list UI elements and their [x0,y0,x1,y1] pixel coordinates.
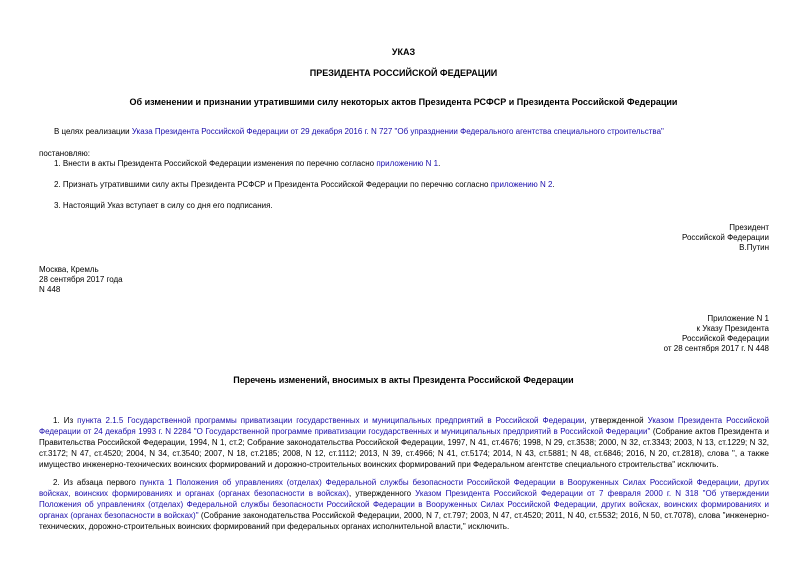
item-3: 3. Настоящий Указ вступает в силу со дня его подписания. [54,201,273,210]
intro-prefix: В целях реализации [54,127,132,136]
place-line: Москва, Кремль [39,265,99,274]
appendix-ref: к Указу Президента [696,324,769,333]
para2-decree-link[interactable]: Указом Президента Российской Федерации от 7 февраля 2000 г. N 318 "Об утверждении Положения об управлениях (отделах) Федеральной службы безопасности Российской Федерации в Вооруженных Силах Российской Федерации, других войсках, воинских формированиях и органах (органах безопасности в войсках)" [39,489,769,520]
appendix-label: Приложение N 1 [707,314,769,323]
document-title: УКАЗ [391,47,416,57]
para2-middle: , утвержденного [348,489,416,498]
item-2-end: . [552,180,555,189]
para1-decree-link[interactable]: Указом Президента Российской Федерации от 24 декабря 1993 г. N 2284 "О Государственной программе приватизации государственных и муниципальных предприятий в Российской Федерации" [39,416,769,436]
appendix-2-link[interactable]: приложению N 2 [490,180,553,189]
item-2 [54,179,555,190]
item-1-text: 1. Внести в акты Президента Российской Федерации изменения по перечню согласно [54,159,377,168]
signature-title: Президент [729,223,769,232]
appendix-date: от 28 сентября 2017 г. N 448 [663,344,769,353]
list-title: Перечень изменений, вносимых в акты Президента Российской Федерации [233,375,574,385]
item-2-text: 2. Признать утратившими силу акты Президента РСФСР и Президента Российской Федерации по перечню согласно [54,180,491,189]
appendix-org: Российской Федерации [682,334,769,343]
date-line: 28 сентября 2017 года [39,275,123,284]
item-1-end: . [438,159,441,168]
para2-end: (Собрание законодательства Российской Федерации, 2000, N 7, ст.797; 2003, N 47, ст.4520; 2011, N 40, ст.5532; 2016, N 50, ст.7078), слова "инженерно-технических, дорожно-строительных воинских формирований при федеральных органах исполнительной власти," исключить. [39,511,769,531]
intro-decree-link[interactable]: Указа Президента Российской Федерации от 29 декабря 2016 г. N 727 "Об упразднении Федерального агентства специального строительства" [131,127,664,136]
para2-start: 2. Из абзаца первого [53,478,140,487]
number-line: N 448 [39,285,61,294]
postanovlyayu-text: постановляю: [39,149,90,158]
para1-program-link[interactable]: пункта 2.1.5 Государственной программы приватизации государственных и муниципальных предприятий в Российской Федерации [77,416,585,425]
para1-end: (Собрание актов Президента и Правительства Российской Федерации, 1994, N 1, ст.2; Собрание законодательства Российской Федерации, 1997, N 41, ст.4676; 1998, N 29, ст.3538; 2000, N 32, ст.3343; 2003, N 13, ст.1229; N 32, ст.3172; N 47, ст.4520; 2004, N 34, ст.3540; 2007, N 18, ст.2185; 2008, N 12, ст.1112; 2013, N 39, ст.4966; N 41, ст.5174; 2014, N 43, ст.5881; N 48, ст.6846; 2016, N 20, ст.2818), слова ", а также имущество инженерно-технических воинских формирований и дорожно-строительных воинских формирований при Федеральном агентстве специального строительства" исключить. [39,427,770,469]
para1-start: 1. Из [53,416,78,425]
document-title-issuer: ПРЕЗИДЕНТА РОССИЙСКОЙ ФЕДЕРАЦИИ [309,68,498,78]
document-subtitle: Об изменении и признании утратившими силу некоторых актов Президента РСФСР и Президента Российской Федерации [129,97,678,107]
para1-middle: , утвержденной [584,416,648,425]
intro-paragraph [54,126,774,137]
signature-name: В.Путин [739,243,769,252]
signature-org: Российской Федерации [682,233,769,242]
change-paragraph-1 [39,415,769,470]
para2-regulation-link[interactable]: пункта 1 Положения об управлениях (отделах) Федеральной службы безопасности Российской Федерации в Вооруженных Силах Российской Федерации, других войсках, воинских формированиях и органах (органах безопасности в войсках) [39,478,770,498]
change-paragraph-2 [39,477,769,532]
appendix-1-link[interactable]: приложению N 1 [376,159,439,168]
item-1 [54,158,440,169]
